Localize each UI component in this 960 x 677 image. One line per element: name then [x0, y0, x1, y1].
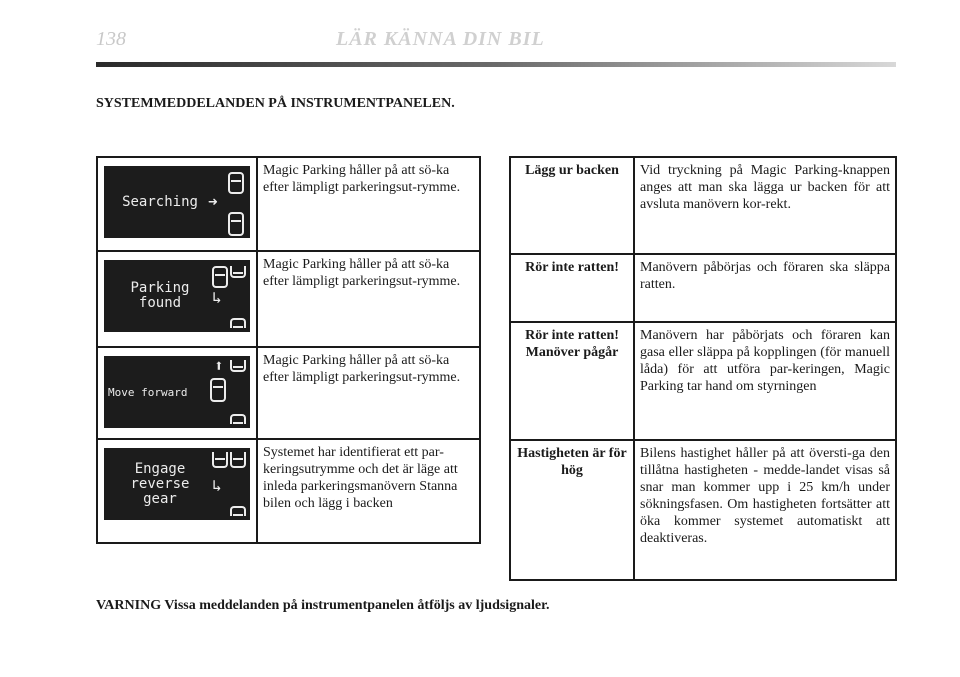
description-cell: Magic Parking håller på att sö-ka efter lämpligt parkeringsut-rymme.: [257, 157, 480, 251]
table-row: [510, 440, 896, 580]
car-top-icon: [230, 318, 246, 328]
steering-arrow-icon: ↳: [212, 476, 222, 495]
display-cell: [97, 347, 257, 439]
description-cell: Manövern har påbörjats och föraren kan gasa eller släppa på kopplingen (för manuell låda) för att utföra par-keringen, Magic Parking tar hand om styrningen: [634, 322, 896, 440]
car-top-icon: [212, 452, 228, 468]
header-rule: [96, 62, 896, 67]
car-top-icon: [230, 414, 246, 424]
description-cell: Manövern påbörjas och föraren ska släppa ratten.: [634, 254, 896, 322]
display-cell: [97, 251, 257, 347]
instrument-display: [104, 166, 250, 238]
page-number: 138: [96, 28, 126, 50]
steering-arrow-icon: ↳: [212, 288, 222, 307]
display-message: Parking found: [130, 280, 190, 311]
message-label: Lägg ur backen: [510, 157, 634, 254]
warning-note: VARNING Vissa meddelanden på instrumentpanelen åtföljs av ljudsignaler.: [96, 598, 550, 613]
table-row: [97, 439, 480, 543]
instrument-display: [104, 356, 250, 428]
page-header: [96, 28, 896, 58]
description-cell: Magic Parking håller på att sö-ka efter lämpligt parkeringsut-rymme.: [257, 347, 480, 439]
display-message: Engage reverse gear: [130, 460, 190, 507]
display-cell: [97, 157, 257, 251]
car-top-icon: [230, 506, 246, 516]
instrument-display: [104, 260, 250, 332]
car-top-icon: [230, 452, 246, 468]
chapter-title: LÄR KÄNNA DIN BIL: [336, 28, 545, 50]
display-messages-table: [96, 156, 481, 544]
message-descriptions-table: [509, 156, 897, 581]
description-cell: Systemet har identifierat ett par-keringsutrymme och det är läge att inleda parkeringsmanövern Stanna bilen och lägg i backen: [257, 439, 480, 543]
table-row: [97, 157, 480, 251]
arrow-up-icon: ⬆: [214, 356, 224, 375]
message-label: Hastigheten är för hög: [510, 440, 634, 580]
instrument-display: [104, 448, 250, 520]
table-row: [97, 347, 480, 439]
arrow-right-icon: ➜: [208, 192, 218, 211]
description-cell: Magic Parking håller på att sö-ka efter lämpligt parkeringsut-rymme.: [257, 251, 480, 347]
table-row: [510, 322, 896, 440]
message-label: Rör inte ratten! Manöver pågår: [510, 322, 634, 440]
car-top-icon: [212, 266, 228, 288]
description-cell: Bilens hastighet håller på att översti-ga den tillåtna hastigheten - medde-landet visas så snar man kommer upp i 25 km/h under sökningsfasen. Om hastigheten fortsätter att öka kommer systemet automatiskt att deaktiveras.: [634, 440, 896, 580]
car-top-icon: [228, 172, 244, 194]
table-row: [97, 251, 480, 347]
display-message: Searching: [122, 193, 198, 210]
display-message: Move forward: [108, 385, 188, 399]
table-row: [510, 157, 896, 254]
car-top-icon: [230, 360, 246, 372]
section-title: SYSTEMMEDDELANDEN PÅ INSTRUMENTPANELEN.: [96, 96, 455, 111]
message-label: Rör inte ratten!: [510, 254, 634, 322]
car-top-icon: [210, 378, 226, 402]
car-top-icon: [230, 266, 246, 278]
display-cell: [97, 439, 257, 543]
table-row: [510, 254, 896, 322]
description-cell: Vid tryckning på Magic Parking-knappen anges att man ska lägga ur backen för att avsluta manövern kor-rekt.: [634, 157, 896, 254]
car-top-icon: [228, 212, 244, 236]
